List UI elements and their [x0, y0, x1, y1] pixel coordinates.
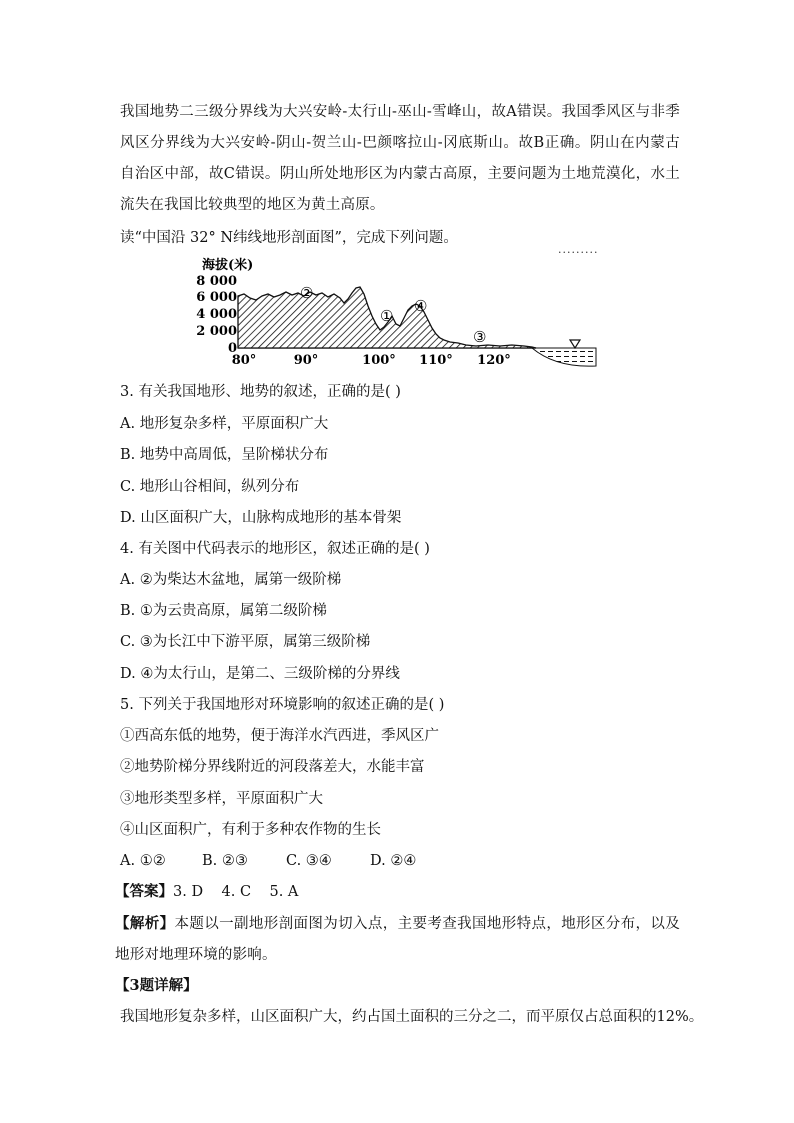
answer-line: [115, 882, 298, 902]
q5-statement-3: ③地形类型多样，平原面积广大: [120, 791, 323, 807]
x-tick-label: 100°: [362, 353, 396, 368]
q5-option-c: C. ③④: [286, 853, 332, 869]
q3-option-a: A. 地形复杂多样，平原面积广大: [120, 416, 329, 432]
y-axis-title: 海拔(米): [202, 258, 254, 273]
q3-stem: 3. 有关我国地形、地势的叙述，正确的是( ): [120, 384, 401, 400]
intro-paragraph: 我国地势二三级分界线为大兴安岭-太行山-巫山-雪峰山，故A错误。我国季风区与非季风区分界线为大兴安岭-阴山-贺兰山-巴颜喀拉山-冈底斯山。故B正确。阴山在内蒙古自治区中部，故C错误。阴山所处地形区为内蒙古高原，主要问题为土地荒漠化，水土流失在我国比较典型的地区为黄土高原。: [120, 104, 680, 213]
q5-statement-2: ②地势阶梯分界线附近的河段落差大，水能丰富: [120, 759, 425, 775]
y-tick-label: 2 000: [196, 324, 237, 339]
q4-option-d: D. ④为太行山，是第二、三级阶梯的分界线: [120, 666, 400, 682]
analysis-text: 本题以一副地形剖面图为切入点，主要考查我国地形特点，地形区分布，以及地形对地理环境的影响。: [115, 916, 680, 963]
dotted-mark: ·········: [558, 246, 599, 259]
q3-option-d: D. 山区面积广大，山脉构成地形的基本骨架: [120, 510, 402, 526]
q4-stem: 4. 有关图中代码表示的地形区，叙述正确的是( ): [120, 541, 430, 557]
x-tick-label: 120°: [477, 353, 511, 368]
answer-label: 【答案】: [115, 883, 173, 900]
q3-option-b: B. 地势中高周低，呈阶梯状分布: [120, 447, 329, 463]
q4-option-b: B. ①为云贵高原，属第二级阶梯: [120, 603, 327, 619]
sea: [532, 348, 596, 366]
q5-statement-1: ①西高东低的地势，便于海洋水汽西进，季风区广: [120, 728, 439, 744]
marker-1: ①: [380, 307, 394, 325]
y-tick-label: 6 000: [196, 290, 237, 305]
marker-4: ④: [414, 297, 428, 315]
read-prompt: 读“中国沿 32° N纬线地形剖面图”，完成下列问题。: [120, 230, 458, 246]
y-tick-label: 8 000: [196, 274, 237, 289]
terrain-profile-figure: [196, 254, 608, 372]
x-tick-label: 110°: [419, 353, 453, 368]
q3-option-c: C. 地形山谷相间，纵列分布: [120, 479, 300, 495]
q5-option-d: D. ②④: [370, 853, 417, 869]
detail3-heading: 【3题详解】: [115, 977, 198, 994]
q5-option-b: B. ②③: [202, 853, 248, 869]
marker-2: ②: [300, 284, 314, 302]
marker-3: ③: [473, 328, 487, 346]
analysis-label: 【解析】: [115, 915, 175, 932]
answer-text: 3. D 4. C 5. A: [173, 884, 299, 900]
analysis-paragraph: [115, 908, 680, 971]
q5-stem: 5. 下列关于我国地形对环境影响的叙述正确的是( ): [120, 697, 445, 713]
q4-option-c: C. ③为长江中下游平原，属第三级阶梯: [120, 634, 371, 650]
y-tick-label: 0: [227, 341, 237, 356]
q5-options: [120, 851, 416, 871]
x-tick-label: 90°: [293, 353, 319, 368]
sea-level-marker-icon: [570, 340, 580, 348]
y-tick-label: 4 000: [196, 307, 237, 322]
detail3-text: 我国地形复杂多样，山区面积广大，约占国土面积的三分之二，而平原仅占总面积的12%。: [120, 1009, 704, 1025]
q5-statement-4: ④山区面积广，有利于多种农作物的生长: [120, 822, 381, 838]
x-tick-label: 80°: [231, 353, 257, 368]
q4-option-a: A. ②为柴达木盆地，属第一级阶梯: [120, 572, 342, 588]
q5-option-a: A. ①②: [120, 853, 166, 869]
